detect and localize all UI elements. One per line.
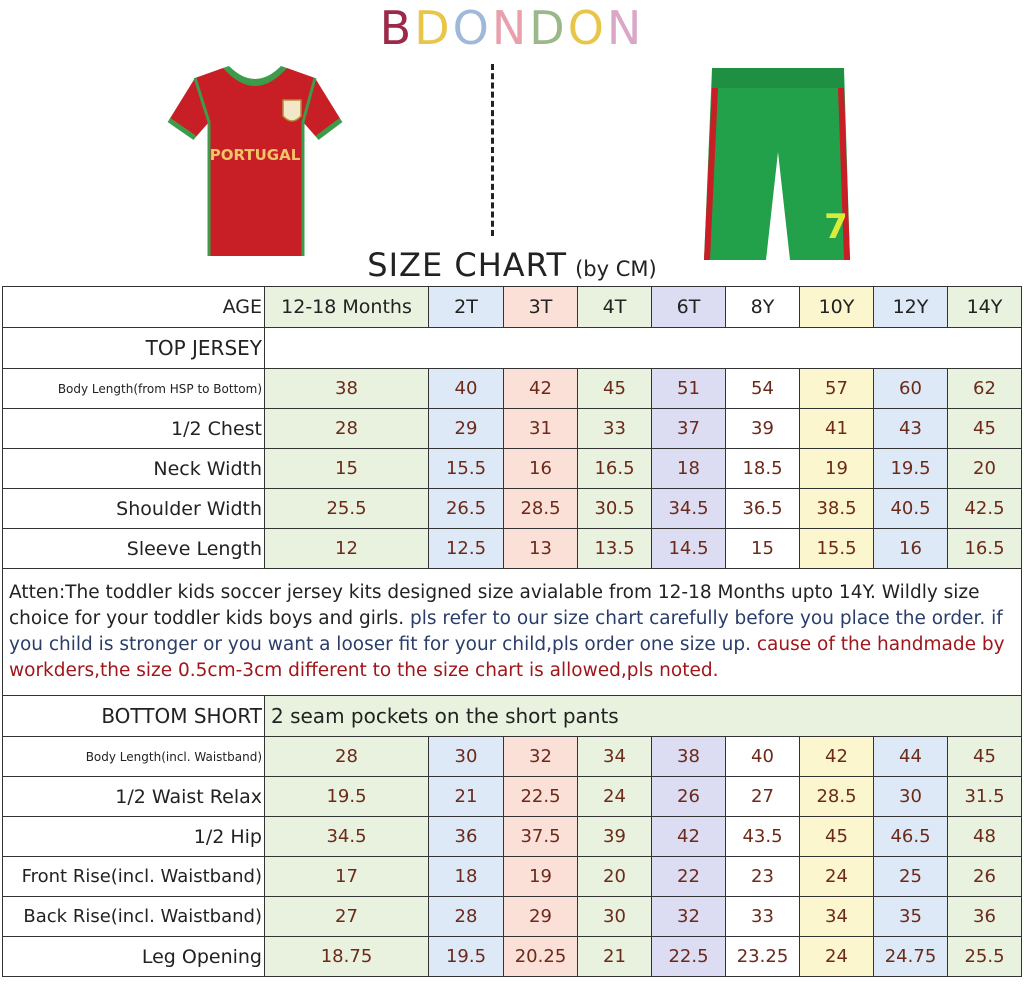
table-cell: 43 (874, 409, 948, 449)
table-row (3, 777, 1022, 817)
top-section-fill (265, 328, 1022, 369)
size-header: 10Y (800, 287, 874, 328)
table-cell: 19.5 (265, 777, 429, 817)
table-cell: 26 (948, 857, 1022, 897)
size-header: 4T (578, 287, 652, 328)
table-cell: 42 (800, 737, 874, 777)
table-row (3, 937, 1022, 977)
table-row (3, 449, 1022, 489)
table-cell: 38 (652, 737, 726, 777)
table-cell: 57 (800, 369, 874, 409)
table-row (3, 737, 1022, 777)
table-cell: 40 (726, 737, 800, 777)
row-label: 1/2 Chest (3, 409, 265, 449)
brand-logo (0, 2, 1024, 54)
table-row (3, 529, 1022, 569)
table-cell: 44 (874, 737, 948, 777)
brand-letter: N (491, 1, 530, 55)
size-header: 12-18 Months (265, 287, 429, 328)
table-cell: 45 (948, 737, 1022, 777)
table-cell: 16 (874, 529, 948, 569)
top-section-row (3, 328, 1022, 369)
row-label: Leg Opening (3, 937, 265, 977)
table-cell: 25 (874, 857, 948, 897)
table-row (3, 897, 1022, 937)
table-cell: 62 (948, 369, 1022, 409)
table-cell: 19 (504, 857, 578, 897)
table-cell: 38 (265, 369, 429, 409)
table-cell: 22 (652, 857, 726, 897)
table-cell: 23.25 (726, 937, 800, 977)
table-cell: 31 (504, 409, 578, 449)
table-cell: 19 (800, 449, 874, 489)
table-cell: 16 (504, 449, 578, 489)
table-cell: 28.5 (800, 777, 874, 817)
table-cell: 24 (800, 937, 874, 977)
table-row (3, 817, 1022, 857)
table-cell: 21 (429, 777, 504, 817)
dashed-divider (491, 64, 494, 236)
size-header: 8Y (726, 287, 800, 328)
table-cell: 23 (726, 857, 800, 897)
table-cell: 45 (800, 817, 874, 857)
jersey-text: PORTUGAL (209, 146, 301, 164)
table-row (3, 489, 1022, 529)
table-cell: 40.5 (874, 489, 948, 529)
table-cell: 37.5 (504, 817, 578, 857)
brand-letter: O (452, 1, 492, 55)
brand-letter: B (379, 1, 415, 55)
note-part2: pls refer to our size chart carefully before you place the order. if you child is stronger or you want a looser fit for your child,pls order one size up. (9, 608, 1003, 655)
table-cell: 29 (429, 409, 504, 449)
pocket-note: 2 seam pockets on the short pants (265, 696, 1022, 737)
size-header: 2T (429, 287, 504, 328)
table-row (3, 857, 1022, 897)
table-cell: 15 (726, 529, 800, 569)
table-cell: 30 (429, 737, 504, 777)
table-cell: 18.75 (265, 937, 429, 977)
table-cell: 15 (265, 449, 429, 489)
table-cell: 13 (504, 529, 578, 569)
row-label: Back Rise(incl. Waistband) (3, 897, 265, 937)
table-cell: 35 (874, 897, 948, 937)
table-cell: 27 (265, 897, 429, 937)
table-cell: 38.5 (800, 489, 874, 529)
table-cell: 30 (578, 897, 652, 937)
table-cell: 37 (652, 409, 726, 449)
row-label: Neck Width (3, 449, 265, 489)
top-section-label: TOP JERSEY (3, 328, 265, 369)
note-row (3, 569, 1022, 696)
table-cell: 34.5 (652, 489, 726, 529)
row-label: Shoulder Width (3, 489, 265, 529)
table-cell: 34.5 (265, 817, 429, 857)
table-cell: 18 (429, 857, 504, 897)
size-chart-title (0, 245, 1024, 285)
table-cell: 18 (652, 449, 726, 489)
table-cell: 17 (265, 857, 429, 897)
brand-letter: O (567, 1, 607, 55)
shorts-image (698, 60, 858, 265)
table-cell: 28 (429, 897, 504, 937)
table-cell: 42 (504, 369, 578, 409)
table-cell: 15.5 (800, 529, 874, 569)
size-note (3, 569, 1022, 696)
table-cell: 31.5 (948, 777, 1022, 817)
size-header: 6T (652, 287, 726, 328)
shorts-number: 7 (824, 207, 848, 247)
table-cell: 46.5 (874, 817, 948, 857)
table-cell: 24 (800, 857, 874, 897)
table-cell: 41 (800, 409, 874, 449)
jersey-image (165, 60, 345, 260)
table-cell: 54 (726, 369, 800, 409)
table-cell: 60 (874, 369, 948, 409)
table-cell: 24 (578, 777, 652, 817)
brand-letter: D (414, 1, 453, 55)
table-cell: 36 (429, 817, 504, 857)
table-cell: 30 (874, 777, 948, 817)
table-cell: 18.5 (726, 449, 800, 489)
age-label: AGE (3, 287, 265, 328)
table-cell: 39 (578, 817, 652, 857)
table-cell: 19.5 (429, 937, 504, 977)
table-cell: 21 (578, 937, 652, 977)
table-cell: 36 (948, 897, 1022, 937)
age-header-row (3, 287, 1022, 328)
note-part1: Atten:The toddler kids soccer jersey kits designed size avialable from 12-18 Months upto 14Y. Wildly size choice for your toddler kids boys and girls. (9, 582, 980, 629)
table-cell: 39 (726, 409, 800, 449)
table-cell: 22.5 (652, 937, 726, 977)
table-cell: 25.5 (948, 937, 1022, 977)
table-cell: 19.5 (874, 449, 948, 489)
table-cell: 15.5 (429, 449, 504, 489)
table-cell: 42.5 (948, 489, 1022, 529)
size-chart-table (2, 286, 1022, 977)
table-cell: 36.5 (726, 489, 800, 529)
brand-letter: D (529, 1, 568, 55)
row-label: 1/2 Hip (3, 817, 265, 857)
row-label: Front Rise(incl. Waistband) (3, 857, 265, 897)
table-cell: 51 (652, 369, 726, 409)
table-cell: 33 (726, 897, 800, 937)
table-cell: 48 (948, 817, 1022, 857)
table-cell: 32 (652, 897, 726, 937)
title-main: SIZE CHART (367, 246, 568, 284)
table-cell: 34 (578, 737, 652, 777)
brand-letter: N (606, 1, 645, 55)
bottom-section-row (3, 696, 1022, 737)
table-cell: 12 (265, 529, 429, 569)
table-row (3, 369, 1022, 409)
table-cell: 16.5 (948, 529, 1022, 569)
table-cell: 14.5 (652, 529, 726, 569)
table-cell: 24.75 (874, 937, 948, 977)
size-header: 3T (504, 287, 578, 328)
size-header: 12Y (874, 287, 948, 328)
table-cell: 13.5 (578, 529, 652, 569)
row-label: 1/2 Waist Relax (3, 777, 265, 817)
table-cell: 33 (578, 409, 652, 449)
table-cell: 30.5 (578, 489, 652, 529)
table-cell: 45 (578, 369, 652, 409)
table-cell: 25.5 (265, 489, 429, 529)
row-label: Body Length(incl. Waistband) (3, 737, 265, 777)
bottom-section-label: BOTTOM SHORT (3, 696, 265, 737)
row-label: Sleeve Length (3, 529, 265, 569)
table-row (3, 409, 1022, 449)
table-cell: 26.5 (429, 489, 504, 529)
size-header: 14Y (948, 287, 1022, 328)
table-cell: 20 (948, 449, 1022, 489)
table-cell: 29 (504, 897, 578, 937)
table-cell: 45 (948, 409, 1022, 449)
table-cell: 28.5 (504, 489, 578, 529)
title-unit: (by CM) (575, 257, 657, 281)
table-cell: 42 (652, 817, 726, 857)
table-cell: 34 (800, 897, 874, 937)
note-part3: cause of the handmade by workders,the size 0.5cm-3cm different to the size chart is allowed,pls noted. (9, 634, 1005, 681)
table-cell: 26 (652, 777, 726, 817)
table-cell: 28 (265, 737, 429, 777)
table-cell: 40 (429, 369, 504, 409)
table-cell: 43.5 (726, 817, 800, 857)
table-cell: 22.5 (504, 777, 578, 817)
table-cell: 27 (726, 777, 800, 817)
row-label: Body Length(from HSP to Bottom) (3, 369, 265, 409)
table-cell: 20 (578, 857, 652, 897)
table-cell: 12.5 (429, 529, 504, 569)
table-cell: 32 (504, 737, 578, 777)
table-cell: 28 (265, 409, 429, 449)
table-cell: 20.25 (504, 937, 578, 977)
table-cell: 16.5 (578, 449, 652, 489)
